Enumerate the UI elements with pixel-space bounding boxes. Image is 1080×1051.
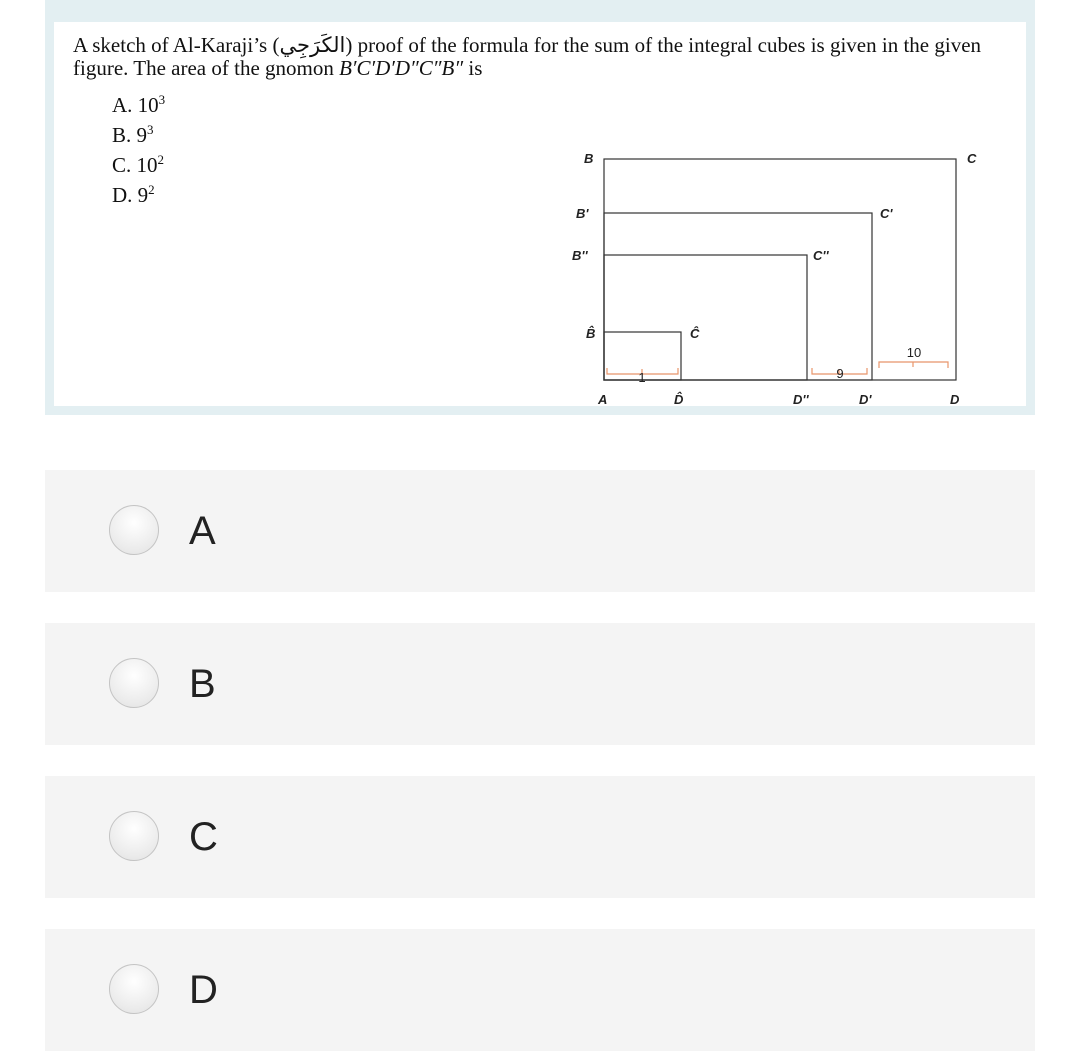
- label-b2: B'': [572, 248, 588, 263]
- dim-one: 1: [638, 370, 646, 385]
- question-text-end: is: [463, 56, 483, 80]
- option-label-c: C: [189, 815, 218, 859]
- label-b-hat: B̂: [586, 326, 596, 341]
- bracket-ten: [879, 362, 948, 368]
- square-ab1c1d1: [604, 213, 872, 380]
- dim-ten: 10: [906, 345, 922, 360]
- radio-button-a[interactable]: [109, 505, 159, 555]
- radio-button-c[interactable]: [109, 811, 159, 861]
- label-c-hat: Ĉ: [690, 326, 700, 341]
- question-image-frame: [45, 0, 1035, 415]
- label-b1: B': [576, 206, 589, 221]
- gnomon-figure: [564, 148, 1014, 410]
- question-text-start: A sketch of Al-Karaji’s (: [73, 33, 280, 57]
- dim-nine: 9: [836, 366, 844, 381]
- figure-squares: [604, 159, 956, 380]
- answer-option-c[interactable]: [45, 776, 1035, 898]
- label-d-hat: D̂: [674, 392, 684, 407]
- radio-button-d[interactable]: [109, 964, 159, 1014]
- label-a: A: [598, 392, 608, 407]
- radio-button-b[interactable]: [109, 658, 159, 708]
- label-d: D: [950, 392, 960, 407]
- dimension-brackets: [607, 362, 948, 374]
- figure-vertex-labels: [572, 151, 977, 407]
- choices-list: [112, 90, 165, 210]
- option-label-b: B: [189, 662, 216, 706]
- label-b: B: [584, 151, 594, 166]
- gnomon-expression: B′C′D′D″C″B″: [339, 56, 464, 80]
- choice-c: C. $10^2$: [112, 152, 165, 177]
- square-ab2c2d2: [604, 255, 807, 380]
- option-label-d: D: [189, 968, 218, 1012]
- square-abcd: [604, 159, 956, 380]
- question-text: [73, 34, 1018, 80]
- choice-a: A. $10^3$: [112, 92, 166, 117]
- label-c: C: [967, 151, 977, 166]
- choice-b: B. $9^3$: [112, 122, 154, 147]
- answer-option-a[interactable]: [45, 470, 1035, 592]
- answer-option-d[interactable]: [45, 929, 1035, 1051]
- label-d1: D': [859, 392, 872, 407]
- label-c2: C'': [813, 248, 829, 263]
- arabic-name: الكَرَجِي: [279, 33, 346, 57]
- answer-option-b[interactable]: [45, 623, 1035, 745]
- option-label-a: A: [189, 509, 216, 553]
- label-c1: C': [880, 206, 893, 221]
- question-card: [54, 22, 1026, 406]
- label-d2: D'': [793, 392, 809, 407]
- choice-d: D. $9^2$: [112, 182, 155, 207]
- question-text-middle: ) proof of the formula for the sum of the integral cubes is given in the given figure. The area of the gnomon: [73, 33, 982, 80]
